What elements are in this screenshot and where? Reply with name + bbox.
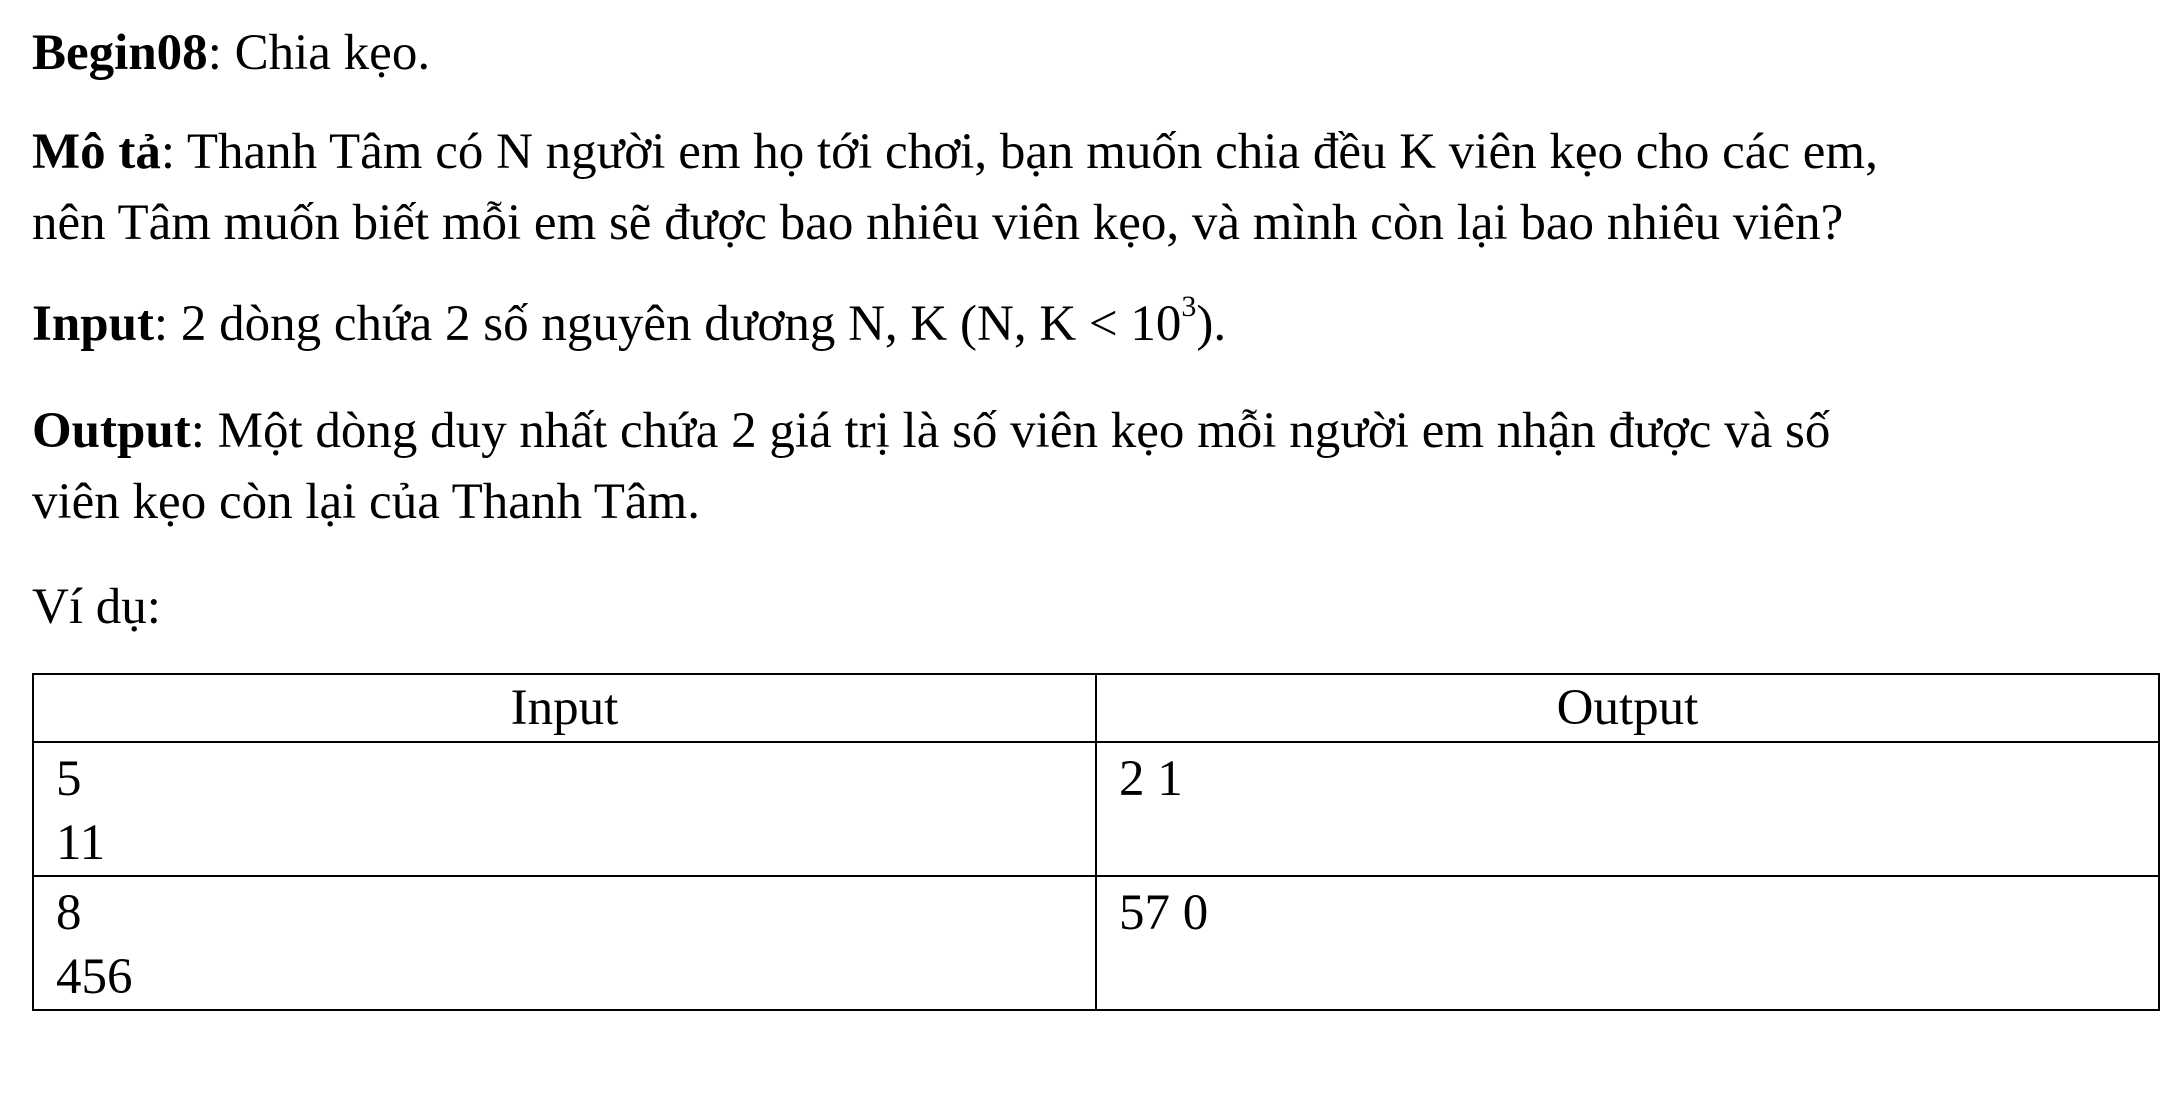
- input-value: 8: [56, 885, 82, 941]
- input-value: 5: [56, 751, 82, 807]
- example-input-cell: [33, 876, 1096, 1010]
- output-label: Output: [32, 403, 191, 459]
- example-output-cell: [1096, 742, 2159, 876]
- description-section: [32, 117, 2152, 259]
- table-header-row: [33, 674, 2159, 742]
- description-line-2: nên Tâm muốn biết mỗi em sẽ được bao nhiêu viên kẹo, và mình còn lại bao nhiêu viên?: [32, 195, 1844, 251]
- description-line-1: : Thanh Tâm có N người em họ tới chơi, bạn muốn chia đều K viên kẹo cho các em,: [160, 124, 1878, 180]
- input-exponent: 3: [1181, 290, 1197, 323]
- header-output: Output: [1096, 674, 2159, 742]
- output-value: 57 0: [1119, 885, 1209, 941]
- input-value: 11: [56, 815, 106, 871]
- input-value: 456: [56, 949, 133, 1005]
- description-label: Mô tả: [32, 124, 161, 180]
- problem-code: Begin08: [32, 25, 208, 81]
- header-input: Input: [33, 674, 1096, 742]
- output-section: [32, 396, 2152, 538]
- output-value: 2 1: [1119, 751, 1183, 807]
- example-output-cell: [1096, 876, 2159, 1010]
- table-row: [33, 876, 2159, 1010]
- table-row: [33, 742, 2159, 876]
- input-text: : 2 dòng chứa 2 số nguyên dương N, K (N, K < 10: [153, 296, 1182, 352]
- problem-name: : Chia kẹo.: [207, 25, 431, 81]
- output-line-1: : Một dòng duy nhất chứa 2 giá trị là số viên kẹo mỗi người em nhận được và số: [190, 403, 1831, 459]
- example-input-cell: [33, 742, 1096, 876]
- problem-title: [32, 18, 2152, 89]
- input-section: [32, 289, 2152, 360]
- problem-statement: [32, 18, 2152, 1011]
- input-text-end: ).: [1196, 296, 1227, 352]
- examples-table: [32, 673, 2160, 1011]
- input-label: Input: [32, 296, 154, 352]
- example-label: Ví dụ:: [32, 579, 161, 635]
- output-line-2: viên kẹo còn lại của Thanh Tâm.: [32, 474, 700, 530]
